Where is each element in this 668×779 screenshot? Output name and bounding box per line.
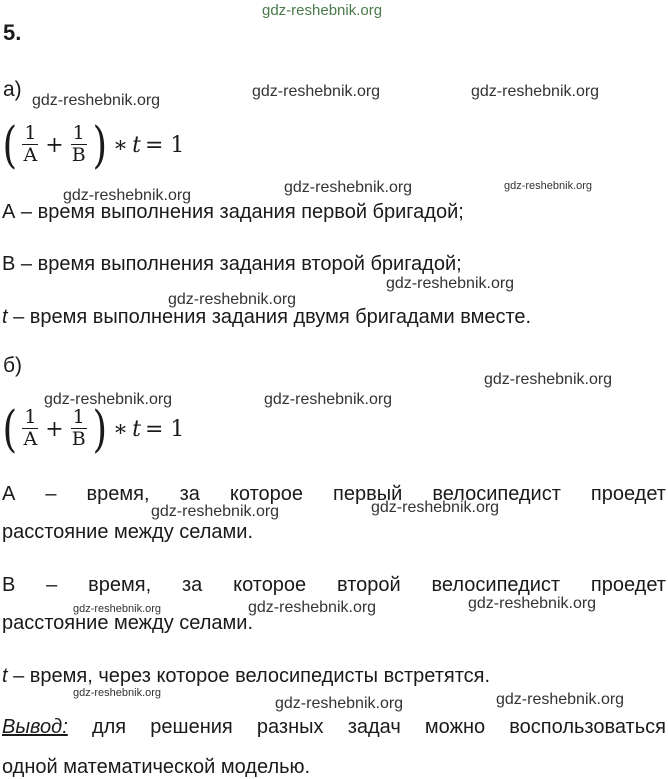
word: проедет <box>590 574 666 596</box>
word: воспользоваться <box>509 716 666 738</box>
word: за <box>179 483 200 505</box>
fraction-1-over-A <box>22 123 40 167</box>
numerator: 1 <box>24 406 37 429</box>
watermark: gdz-reshebnik.org <box>484 371 613 388</box>
definition-a-t <box>2 306 531 329</box>
fraction-1-over-B <box>70 407 88 451</box>
definition-b-B-cont: расстояние между селами. <box>2 612 254 634</box>
word: А <box>2 483 16 505</box>
conclusion <box>2 716 666 739</box>
denominator: A <box>23 144 38 167</box>
variable-t: t <box>2 665 8 687</box>
times-sign: ∗ <box>113 416 129 442</box>
watermark: gdz-reshebnik.org <box>32 92 161 109</box>
denominator: A <box>23 428 38 451</box>
word: для <box>91 716 127 738</box>
word: время, <box>86 483 150 505</box>
watermark: gdz-reshebnik.org <box>496 691 625 708</box>
word: задач <box>347 716 401 738</box>
word: второй <box>337 574 401 596</box>
watermark: gdz-reshebnik.org <box>386 275 515 292</box>
times-sign: ∗ <box>113 132 129 158</box>
watermark: gdz-reshebnik.org <box>264 391 393 408</box>
word: разных <box>256 716 324 738</box>
equals-one: = 1 <box>144 132 185 158</box>
fraction-1-over-B <box>70 123 88 167</box>
variable-t: t <box>132 416 141 442</box>
watermark: gdz-reshebnik.org <box>73 687 162 699</box>
close-paren: ) <box>92 116 107 174</box>
open-paren: ( <box>2 116 18 174</box>
part-b-label: б) <box>3 354 23 377</box>
variable-t: t <box>2 306 8 328</box>
task-number: 5. <box>3 20 22 45</box>
part-a-label: а) <box>3 78 22 101</box>
watermark: gdz-reshebnik.org <box>73 603 162 615</box>
word: за <box>181 574 203 596</box>
word: – <box>45 483 57 505</box>
watermark: gdz-reshebnik.org <box>262 2 383 19</box>
watermark: gdz-reshebnik.org <box>471 83 600 100</box>
fraction-1-over-A <box>22 407 40 451</box>
watermark: gdz-reshebnik.org <box>252 83 381 100</box>
definition-a-B: В – время выполнения задания второй бригадой; <box>2 253 462 275</box>
variable-t: t <box>132 132 141 158</box>
definition-b-A-cont: расстояние между селами. <box>2 521 254 543</box>
watermark: gdz-reshebnik.org <box>168 291 297 308</box>
plus-sign: + <box>45 416 64 442</box>
numerator: 1 <box>72 122 85 145</box>
word: которое <box>233 574 307 596</box>
word: В <box>2 574 16 596</box>
word: первый <box>333 483 403 505</box>
definition-text: – время, через которое велосипедисты встретятся. <box>7 665 491 687</box>
conclusion-label: Вывод: <box>2 716 68 738</box>
word: велосипедист <box>432 483 561 505</box>
close-paren: ) <box>92 400 107 458</box>
watermark: gdz-reshebnik.org <box>504 180 593 192</box>
plus-sign: + <box>45 132 64 158</box>
numerator: 1 <box>24 122 37 145</box>
word: решения <box>150 716 233 738</box>
numerator: 1 <box>72 406 85 429</box>
equals-one: = 1 <box>144 416 185 442</box>
watermark: gdz-reshebnik.org <box>468 595 597 612</box>
open-paren: ( <box>2 400 18 458</box>
word: можно <box>424 716 486 738</box>
watermark: gdz-reshebnik.org <box>284 179 413 196</box>
watermark: gdz-reshebnik.org <box>248 599 377 616</box>
word: – <box>46 574 58 596</box>
definition-b-B <box>2 574 666 597</box>
definition-text: – время выполнения задания двумя бригадами вместе. <box>7 306 532 328</box>
watermark: gdz-reshebnik.org <box>63 187 192 204</box>
denominator: B <box>71 428 86 451</box>
formula-b <box>0 400 188 458</box>
definition-b-A <box>2 483 666 506</box>
word: велосипедист <box>431 574 561 596</box>
watermark: gdz-reshebnik.org <box>151 503 280 520</box>
word: проедет <box>590 483 666 505</box>
conclusion-cont: одной математической моделью. <box>2 756 311 778</box>
definition-b-t <box>2 665 490 688</box>
watermark: gdz-reshebnik.org <box>275 695 404 712</box>
word: которое <box>229 483 303 505</box>
denominator: B <box>71 144 86 167</box>
watermark: gdz-reshebnik.org <box>44 391 173 408</box>
word: время, <box>88 574 152 596</box>
watermark: gdz-reshebnik.org <box>371 499 500 516</box>
formula-a <box>0 116 188 174</box>
definition-a-A: А – время выполнения задания первой бригадой; <box>2 201 464 223</box>
